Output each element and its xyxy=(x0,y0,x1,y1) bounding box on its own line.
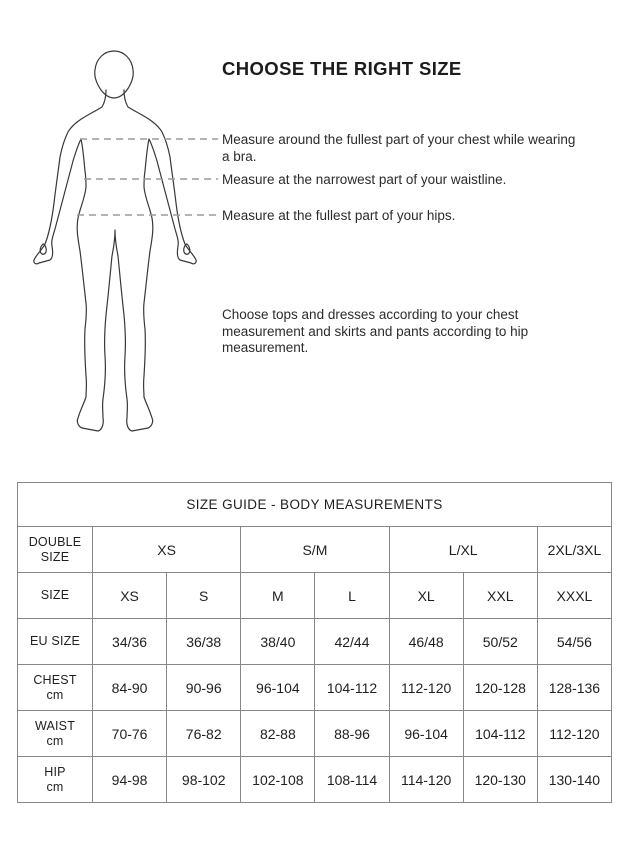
double-size-row xyxy=(18,527,612,573)
hip-range: 98-102 xyxy=(167,757,241,803)
double-size-group-sm: S/M xyxy=(241,527,389,573)
hip-range: 94-98 xyxy=(93,757,167,803)
eu-size-value: 54/56 xyxy=(537,619,611,665)
size-label: SIZE xyxy=(18,573,93,619)
hip-unit: cm xyxy=(46,779,64,794)
table-title-row xyxy=(18,483,612,527)
hip-range: 102-108 xyxy=(241,757,315,803)
hip-range: 108-114 xyxy=(315,757,389,803)
fit-note: Choose tops and dresses according to your chest measurement and skirts and pants according to hip measurement. xyxy=(222,307,529,355)
hip-range: 130-140 xyxy=(537,757,611,803)
eu-size-value: 42/44 xyxy=(315,619,389,665)
chest-range: 96-104 xyxy=(241,665,315,711)
size-table xyxy=(17,482,612,803)
waist-instruction: Measure at the narrowest part of your waistline. xyxy=(222,172,507,187)
waist-range: 96-104 xyxy=(389,711,463,757)
double-size-group-xs: XS xyxy=(93,527,241,573)
figure-head xyxy=(95,51,134,98)
eu-size-value: 46/48 xyxy=(389,619,463,665)
waist-unit: cm xyxy=(46,733,64,748)
figure-body xyxy=(34,90,196,431)
hips-instruction: Measure at the fullest part of your hips. xyxy=(222,208,456,223)
chest-range: 120-128 xyxy=(463,665,537,711)
size-value: XL xyxy=(389,573,463,619)
hip-label xyxy=(18,757,93,803)
chest-range: 90-96 xyxy=(167,665,241,711)
size-value: M xyxy=(241,573,315,619)
chest-range: 128-136 xyxy=(537,665,611,711)
size-row xyxy=(18,573,612,619)
page-title: CHOOSE THE RIGHT SIZE xyxy=(222,58,462,79)
waist-range: 76-82 xyxy=(167,711,241,757)
waist-range: 82-88 xyxy=(241,711,315,757)
hip-range: 120-130 xyxy=(463,757,537,803)
waist-label-text: WAIST xyxy=(34,718,76,733)
waist-label xyxy=(18,711,93,757)
size-value: L xyxy=(315,573,389,619)
hip-row xyxy=(18,757,612,803)
chest-instruction: Measure around the fullest part of your chest while wearing a bra. xyxy=(222,132,576,164)
eu-size-value: 38/40 xyxy=(241,619,315,665)
chest-range: 84-90 xyxy=(93,665,167,711)
waist-range: 70-76 xyxy=(93,711,167,757)
chest-unit: cm xyxy=(46,687,64,702)
eu-size-value: 34/36 xyxy=(93,619,167,665)
waist-range: 88-96 xyxy=(315,711,389,757)
waist-range: 112-120 xyxy=(537,711,611,757)
eu-size-value: 36/38 xyxy=(167,619,241,665)
size-value: S xyxy=(167,573,241,619)
female-body-outline-figure xyxy=(20,40,220,452)
chest-range: 104-112 xyxy=(315,665,389,711)
double-size-label: DOUBLE SIZE xyxy=(18,527,93,573)
double-size-group-2xl3xl: 2XL/3XL xyxy=(537,527,611,573)
waist-row xyxy=(18,711,612,757)
chest-row xyxy=(18,665,612,711)
eu-size-value: 50/52 xyxy=(463,619,537,665)
size-value: XXXL xyxy=(537,573,611,619)
eu-size-row xyxy=(18,619,612,665)
chest-label xyxy=(18,665,93,711)
hip-range: 114-120 xyxy=(389,757,463,803)
size-value: XXL xyxy=(463,573,537,619)
hip-label-text: HIP xyxy=(44,764,66,779)
waist-range: 104-112 xyxy=(463,711,537,757)
double-size-group-lxl: L/XL xyxy=(389,527,537,573)
chest-range: 112-120 xyxy=(389,665,463,711)
chest-label-text: CHEST xyxy=(33,672,77,687)
size-value: XS xyxy=(93,573,167,619)
size-table-title: SIZE GUIDE - BODY MEASUREMENTS xyxy=(18,483,612,527)
eu-size-label: EU SIZE xyxy=(18,619,93,665)
